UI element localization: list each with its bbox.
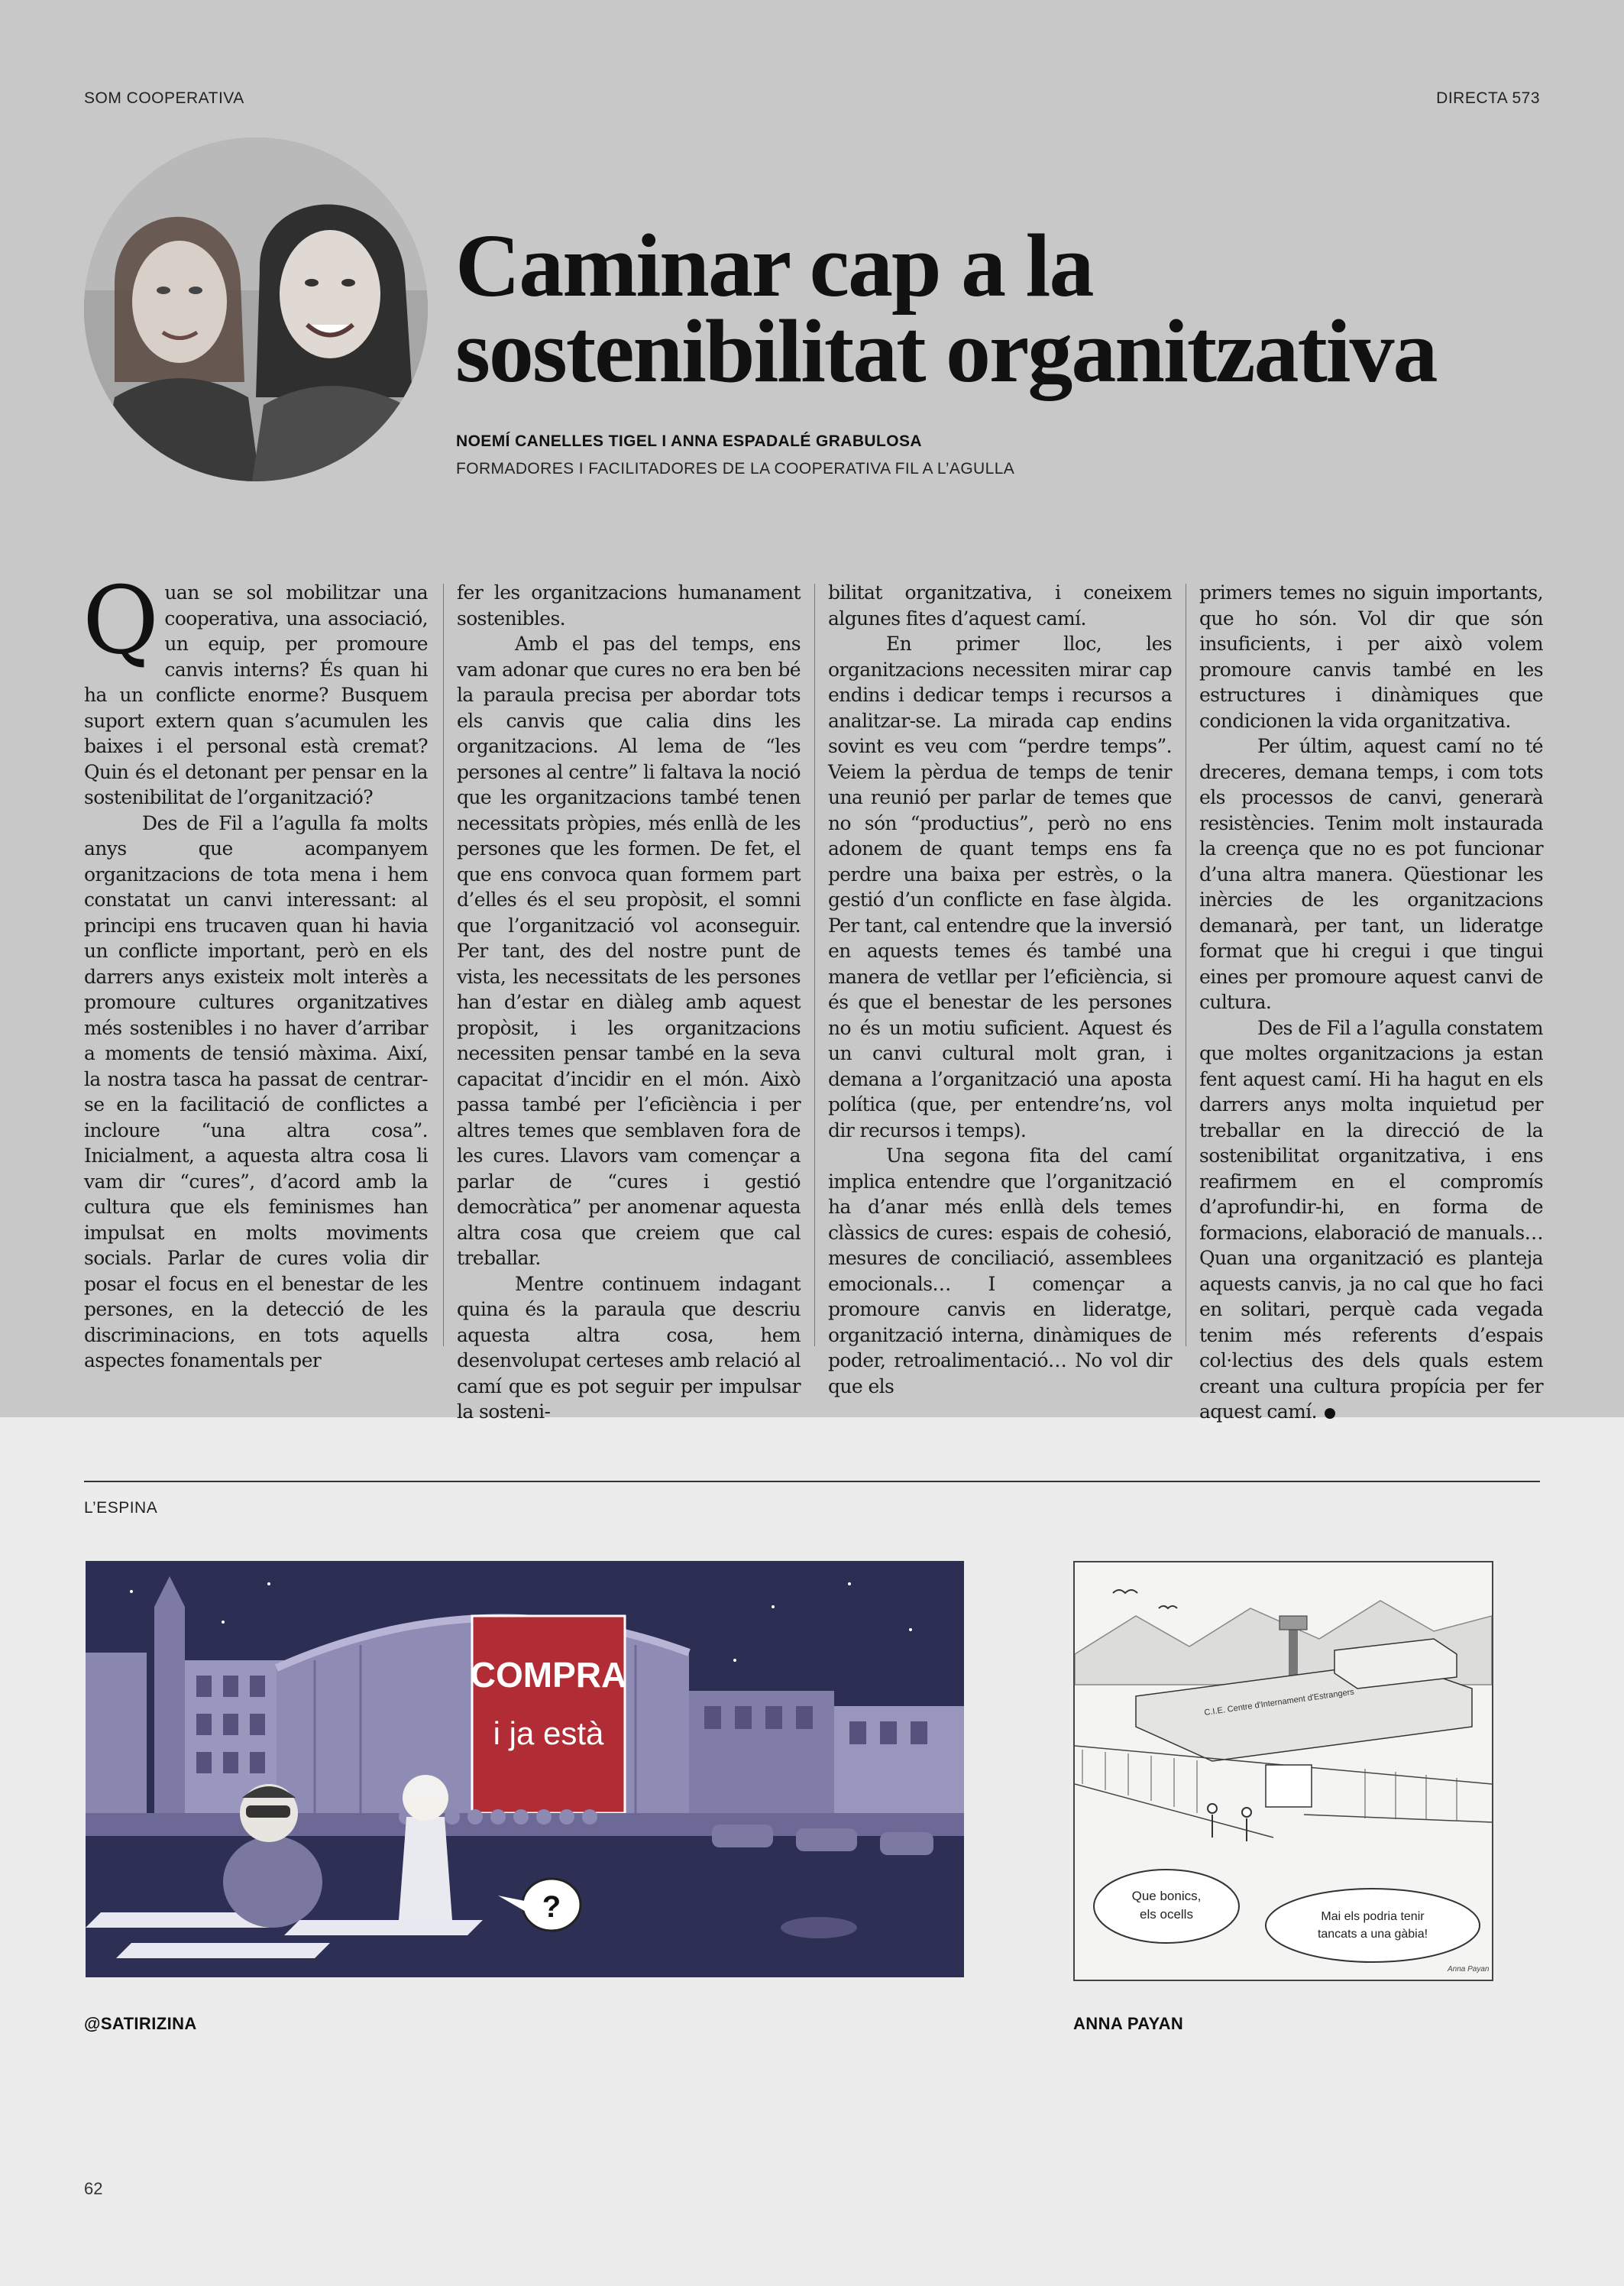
end-of-article-icon: [1325, 1408, 1335, 1419]
bubble-2-line-2: tancats a una gàbia!: [1317, 1928, 1428, 1941]
cartoon-satirizina-illustration: [86, 1561, 964, 1977]
article-column-4: [1199, 580, 1543, 1425]
cartoon-credit-anna-payan: ANNA PAYAN: [1073, 2014, 1184, 2033]
column-divider: [443, 584, 444, 1346]
paragraph: Mentre continuem indagant quina és la paraula que descriu aquesta altra cosa, hem desenvolupat certeses amb relació al camí que es pot seguir per impulsar la sosteni-: [457, 1272, 801, 1423]
paragraph: Una segona fita del camí implica entendre que l’organització ha d’anar més enllà dels temes clàssics de cures: espais de cohesió, mesures de conciliació, assemblees emocionals… I començar a promoure canvis en lideratge, organització interna, dinàmiques de poder, retroalimentació… No vol dir que els: [828, 1145, 1172, 1397]
section-name: SOM COOPERATIVA: [84, 89, 244, 107]
bubble-2-line-1: Mai els podria tenir: [1321, 1910, 1425, 1923]
bubble-1-line-1: Que bonics,: [1131, 1889, 1202, 1903]
article-column-3: [828, 580, 1172, 1399]
section-label-espina: L’ESPINA: [84, 1499, 158, 1517]
artist-signature: Anna Payan: [1448, 1965, 1490, 1974]
sign-text-compra: COMPRA: [470, 1655, 627, 1695]
authors-photo: [84, 138, 428, 481]
paragraph: Per últim, aquest camí no té dreceres, demana temps, i com tots els processos de canvi, generarà resistències. Tenim molt instaurada la creença que no es pot funcionar d’una altra manera. Qüestionar les inèrcies de les organitzacions demanarà, per tant, un lideratge format que hi cregui i que tingui eines per promoure aquest canvi de cultura.: [1199, 735, 1543, 1013]
cartoon-anna-payan: [1073, 1561, 1493, 1981]
drop-cap: Q: [82, 566, 159, 675]
article-authors: NOEMÍ CANELLES TIGEL I ANNA ESPADALÉ GRABULOSA: [456, 432, 922, 450]
paragraph: Quan se sol mobilitzar una cooperativa, una associació, un equip, per promoure canvis interns? És quan hi ha un conflicte enorme? Busquem suport extern quan s’acumulen les baixes i el personal està cremat? Quin és el detonant per pensar en la sostenibilitat de l’organització?: [82, 566, 428, 808]
sign-text-ja-esta: i ja està: [493, 1715, 604, 1751]
authors-photo-illustration: [84, 138, 428, 481]
title-line-1: Caminar cap a la: [455, 215, 1093, 316]
column-divider: [814, 584, 815, 1346]
cartoon-satirizina: [86, 1561, 964, 1977]
speech-bubble-text: ?: [542, 1890, 561, 1924]
article-column-1: [82, 566, 428, 1374]
authors-role: FORMADORES I FACILITADORES DE LA COOPERATIVA FIL A L’AGULLA: [456, 460, 1015, 478]
issue-number: DIRECTA 573: [1436, 89, 1540, 107]
paragraph: Amb el pas del temps, ens vam adonar que cures no era ben bé la paraula precisa per abordar tots els canvis que calia dins les organitzacions. Al lema de “les persones al centre” li faltava la noció que les organitzacions també tenen necessitats pròpies, més enllà de les persones que les formen. De fet, el que ens convoca quan formem part d’elles és el seu propòsit, el somni que l’organització vol aconseguir. Per tant, des del nostre punt de vista, les necessitats de les persones han d’estar en diàleg amb aquest propòsit, i les organitzacions necessiten pensar també en la seva capacitat d’incidir en el món. Això passa també per l’eficiència i per altres temes que semblaven fora de les cures. Llavors vam començar a parlar de “cures i gestió democràtica” per anomenar aquesta altra cosa que creiem que cal treballar.: [457, 633, 801, 1269]
paragraph: En primer lloc, les organitzacions necessiten mirar cap endins i dedicar temps i recursos a analitzar-se. La mirada cap endins sovint es veu com “perdre temps”. Veiem la pèrdua de temps de tenir una reunió per parlar de temes que no són “productius”, però no ens adonem de quant temps ens fa perdre una baixa per estrès, o la gestió d’un conflicte en fase àlgida. Per tant, cal entendre que la inversió en aquests temes és també una manera de vetllar per l’eficiència, si és que el benestar de les persones no és un motiu suficient. Aquest és un canvi cultural molt gran, i demana a l’organització una aposta política (que, per entendre’ns, vol dir recursos i temps).: [828, 633, 1172, 1141]
cartoon-anna-payan-illustration: [1075, 1562, 1492, 1980]
section-divider: [84, 1481, 1540, 1482]
article-column-2: [457, 580, 801, 1425]
title-line-2: sostenibilitat organitzativa: [455, 301, 1437, 401]
article-title: [455, 215, 1563, 401]
paragraph: fer les organitzacions humanament sostenibles.: [457, 581, 801, 630]
paragraph: primers temes no siguin importants, que ho són. Vol dir que són insuficients, i per això volem promoure canvis també en les estructures i dinàmiques que condicionen la vida organitzativa.: [1199, 581, 1543, 732]
cartoon-credit-satirizina: @SATIRIZINA: [84, 2014, 197, 2033]
paragraph: Des de Fil a l’agulla constatem que moltes organitzacions ja estan fent aquest camí. Hi ha hagut en els darrers anys molta inquietud per treballar en la direcció de la sostenibilitat organitzativa, i ens reafirmem en el compromís d’aprofundir-hi, en forma de formacions, elaboració de manuals… Quan una organització es planteja aquests canvis, ja no cal que ho faci en solitari, perquè cada vegada tenim més referents d’espais col·lectius des dels quals estem creant una cultura propícia per fer aquest camí.: [1199, 1016, 1543, 1423]
page-number: 62: [84, 2179, 103, 2198]
detention-centre-sign: C.I.E. Centre d'Internament d'Estrangers: [1203, 1687, 1355, 1718]
paragraph: Des de Fil a l’agulla fa molts anys que acompanyem organitzacions de tota mena i hem constatat un canvi interessant: al principi ens trucaven quan hi havia un conflicte important, però en els darrers anys existeix molt interès a promoure cultures organitzatives més sostenibles i no haver d’arribar a moments de tensió màxima. Així, la nostra tasca ha passat de centrar-se en la facilitació de conflictes a incloure “una altra cosa”. Inicialment, a aquesta altra cosa li vam dir “cures”, d’acord amb la cultura que els feminismes han impulsat en molts moviments socials. Parlar de cures volia dir posar el focus en el benestar de les persones, en la detecció de les discriminacions, en tots aquells aspectes fonamentals per: [84, 811, 428, 1371]
paragraph: bilitat organitzativa, i coneixem algunes fites d’aquest camí.: [828, 581, 1172, 630]
bubble-1-line-2: els ocells: [1140, 1907, 1193, 1922]
